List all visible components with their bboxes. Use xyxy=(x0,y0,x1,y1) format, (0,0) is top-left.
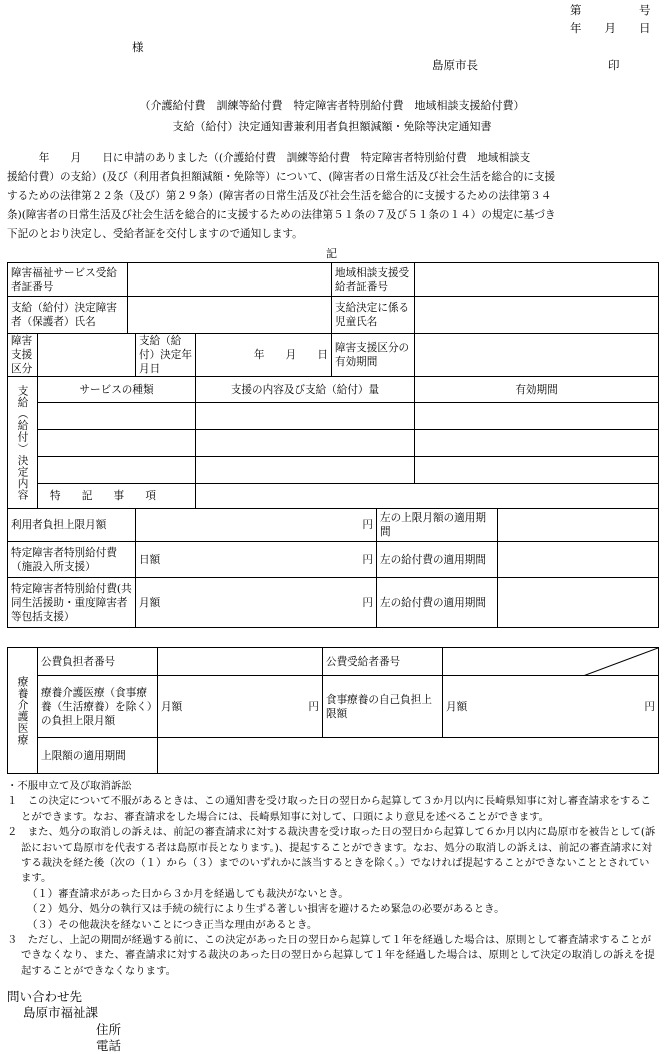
tokubetsu-facility-label: 特定障害者特別給付費（施設入所支援） xyxy=(8,542,136,578)
service-type-header: サービスの種類 xyxy=(38,377,196,403)
decision-content-side-label: 支給（給付）決定内容 xyxy=(8,377,38,509)
tokubetsu-group-amount xyxy=(136,578,377,628)
body-line-4: 条)(障害者の日常生活及び社会生活を総合的に支援するための法律第５１条の７及び５１条の１４）の規定に基づき xyxy=(7,209,556,221)
payer-number-label: 公費負担者番号 xyxy=(38,648,158,676)
limit-period-value-2 xyxy=(158,738,659,774)
body-line-5: 下記のとおり決定し、受給者証を交付しますので通知します。 xyxy=(7,228,303,240)
meal-monthly-label: 月額 xyxy=(446,700,468,713)
special-notes-value xyxy=(196,484,659,509)
tokubetsu-facility-period-label: 左の給付費の適用期間 xyxy=(377,542,498,578)
title-line-1: （介護給付費 訓練等給付費 特定障害者特別給付費 地域相談支援給付費） xyxy=(139,99,525,112)
diagonal-slash xyxy=(583,648,658,676)
daily-amount-label: 日額 xyxy=(139,553,161,566)
support-content-header: 支援の内容及び支給（給付）量 xyxy=(196,377,415,403)
title-line-2: 支給（給付）決定通知書兼利用者負担額減額・免除等決定通知書 xyxy=(172,120,492,133)
decision-date-label: 支給（給付）決定年月日 xyxy=(136,334,196,377)
cert-number-label: 障害福祉サービス受給者証番号 xyxy=(8,263,128,297)
limit-period-value xyxy=(498,509,659,542)
limit-amount-yen: 円 xyxy=(136,509,377,542)
meal-limit-label: 食事療養の自己負担上限額 xyxy=(323,676,443,738)
note-2-sub-3: （３）その他裁決を経ないことにつき正当な理由があるとき。 xyxy=(27,918,318,931)
decision-table xyxy=(7,262,659,628)
decision-date-value: 年 月 日 xyxy=(196,334,332,377)
contact-heading: 問い合わせ先 xyxy=(7,989,83,1004)
medical-care-table xyxy=(7,647,659,774)
chiiki-cert-boxes xyxy=(415,263,659,297)
contact-department: 島原市福祉課 xyxy=(23,1005,99,1020)
note-3: ３ ただし、上記の期間が経過する前に、この決定があった日の翌日から起算して１年を経過した場合は、原則として審査請求することができなくなり、また、審査請求に対する裁決のあった日の翌日から起算して１年を経過した場合は、原則として決定の取消しの訴えを提起することができなくなります。 xyxy=(7,934,655,977)
child-name-value xyxy=(415,297,659,334)
note-1: １ この決定について不服があるときは、この通知書を受け取った日の翌日から起算して３か月以内に長崎県知事に対し審査請求をすることができます。なお、審査請求をした場合には、長崎県知事に対して、口頭により意見を述べることができます。 xyxy=(7,795,652,823)
chiiki-cert-label: 地域相談支援受給者証番号 xyxy=(332,263,415,297)
tokubetsu-group-period-label: 左の給付費の適用期間 xyxy=(377,578,498,628)
validity-label: 障害支援区分の有効期間 xyxy=(332,334,415,377)
payer-number-boxes xyxy=(158,648,323,676)
note-2-sub-2: （２）処分、処分の執行又は手続の続行により生ずる著しい損害を避けるため緊急の必要があるとき。 xyxy=(27,903,505,916)
body-line-1: 年 月 日に申請のありました（(介護給付費 訓練等給付費 特定障害者特別給付費 地域相談支 xyxy=(7,152,531,164)
note-2: ２ また、処分の取消しの訴えは、前記の審査請求に対する裁決書を受け取った日の翌日から起算して６か月以内に島原市を被告として(訴訟において島原市を代表する者は島原市長となります。)、提起することができます。なお、処分の取消しの訴えは、前記の審査請求に対する裁決を経た後（次の（１）から（３）までのいずれかに該当するときを除く。）でなければ提起することができないこととされています。 xyxy=(7,826,656,885)
tokubetsu-group-period-value xyxy=(498,578,659,628)
daily-amount-yen: 円 xyxy=(362,553,373,566)
body-line-2: 援給付費）の支給）(及び（利用者負担額減額・免除等）について、(障害者の日常生活及び社会生活を総合的に支援 xyxy=(7,171,556,183)
limit-period-label-2: 上限額の適用期間 xyxy=(38,738,158,774)
note-2-sub-1: （１）審査請求があった日から３か月を経過しても裁決がないとき。 xyxy=(27,887,349,900)
special-notes-label: 特 記 事 項 xyxy=(38,484,196,509)
recipient-number-boxes xyxy=(443,648,659,676)
validity-period-header: 有効期間 xyxy=(415,377,659,403)
seal-mark: 印 xyxy=(608,58,620,72)
monthly-amount-label: 月額 xyxy=(139,596,161,609)
tokubetsu-facility-period-value xyxy=(498,542,659,578)
appeal-notes xyxy=(7,779,659,979)
care-yen: 円 xyxy=(308,700,319,713)
kubun-value xyxy=(38,334,136,377)
body-line-3: するための法律第２２条（及び）第２９条）(障害者の日常生活及び社会生活を総合的に支援するための法律第３４ xyxy=(7,190,552,202)
medical-care-side-label: 療養介護医療 xyxy=(8,648,38,774)
recipient-number-label: 公費受給者番号 xyxy=(323,648,443,676)
limit-amount-label: 利用者負担上限月額 xyxy=(8,509,136,542)
meal-yen: 円 xyxy=(644,700,655,713)
kubun-label: 障害支援区分 xyxy=(8,334,38,377)
notes-heading: ・不服申立て及び取消訴訟 xyxy=(7,780,132,792)
contact-address-label: 住所 xyxy=(96,1022,122,1037)
ki-mark: 記 xyxy=(326,247,337,260)
document-date: 年 月 日 xyxy=(570,21,651,35)
recipient-name-label: 支給（給付）決定障害者（保護者）氏名 xyxy=(8,297,128,334)
monthly-amount-yen: 円 xyxy=(362,596,373,609)
cert-number-boxes xyxy=(128,263,332,297)
document-number: 第 号 xyxy=(570,3,651,17)
validity-value xyxy=(415,334,659,377)
tokubetsu-facility-amount xyxy=(136,542,377,578)
meal-limit-amount xyxy=(443,676,659,738)
recipient-name-value xyxy=(128,297,332,334)
care-limit-amount xyxy=(158,676,323,738)
care-limit-label: 療養介護医療（食事療養（生活療養）を除く）の負担上限月額 xyxy=(38,676,158,738)
tokubetsu-group-label: 特定障害者特別給付費(共同生活援助・重度障害者等包括支援） xyxy=(8,578,136,628)
addressee-sama: 様 xyxy=(132,40,144,54)
issuer-name: 島原市長 xyxy=(432,58,478,72)
child-name-label: 支給決定に係る児童氏名 xyxy=(332,297,415,334)
limit-period-label: 左の上限月額の適用期間 xyxy=(377,509,498,542)
care-monthly-label: 月額 xyxy=(161,700,183,713)
contact-phone-label: 電話 xyxy=(96,1038,122,1053)
